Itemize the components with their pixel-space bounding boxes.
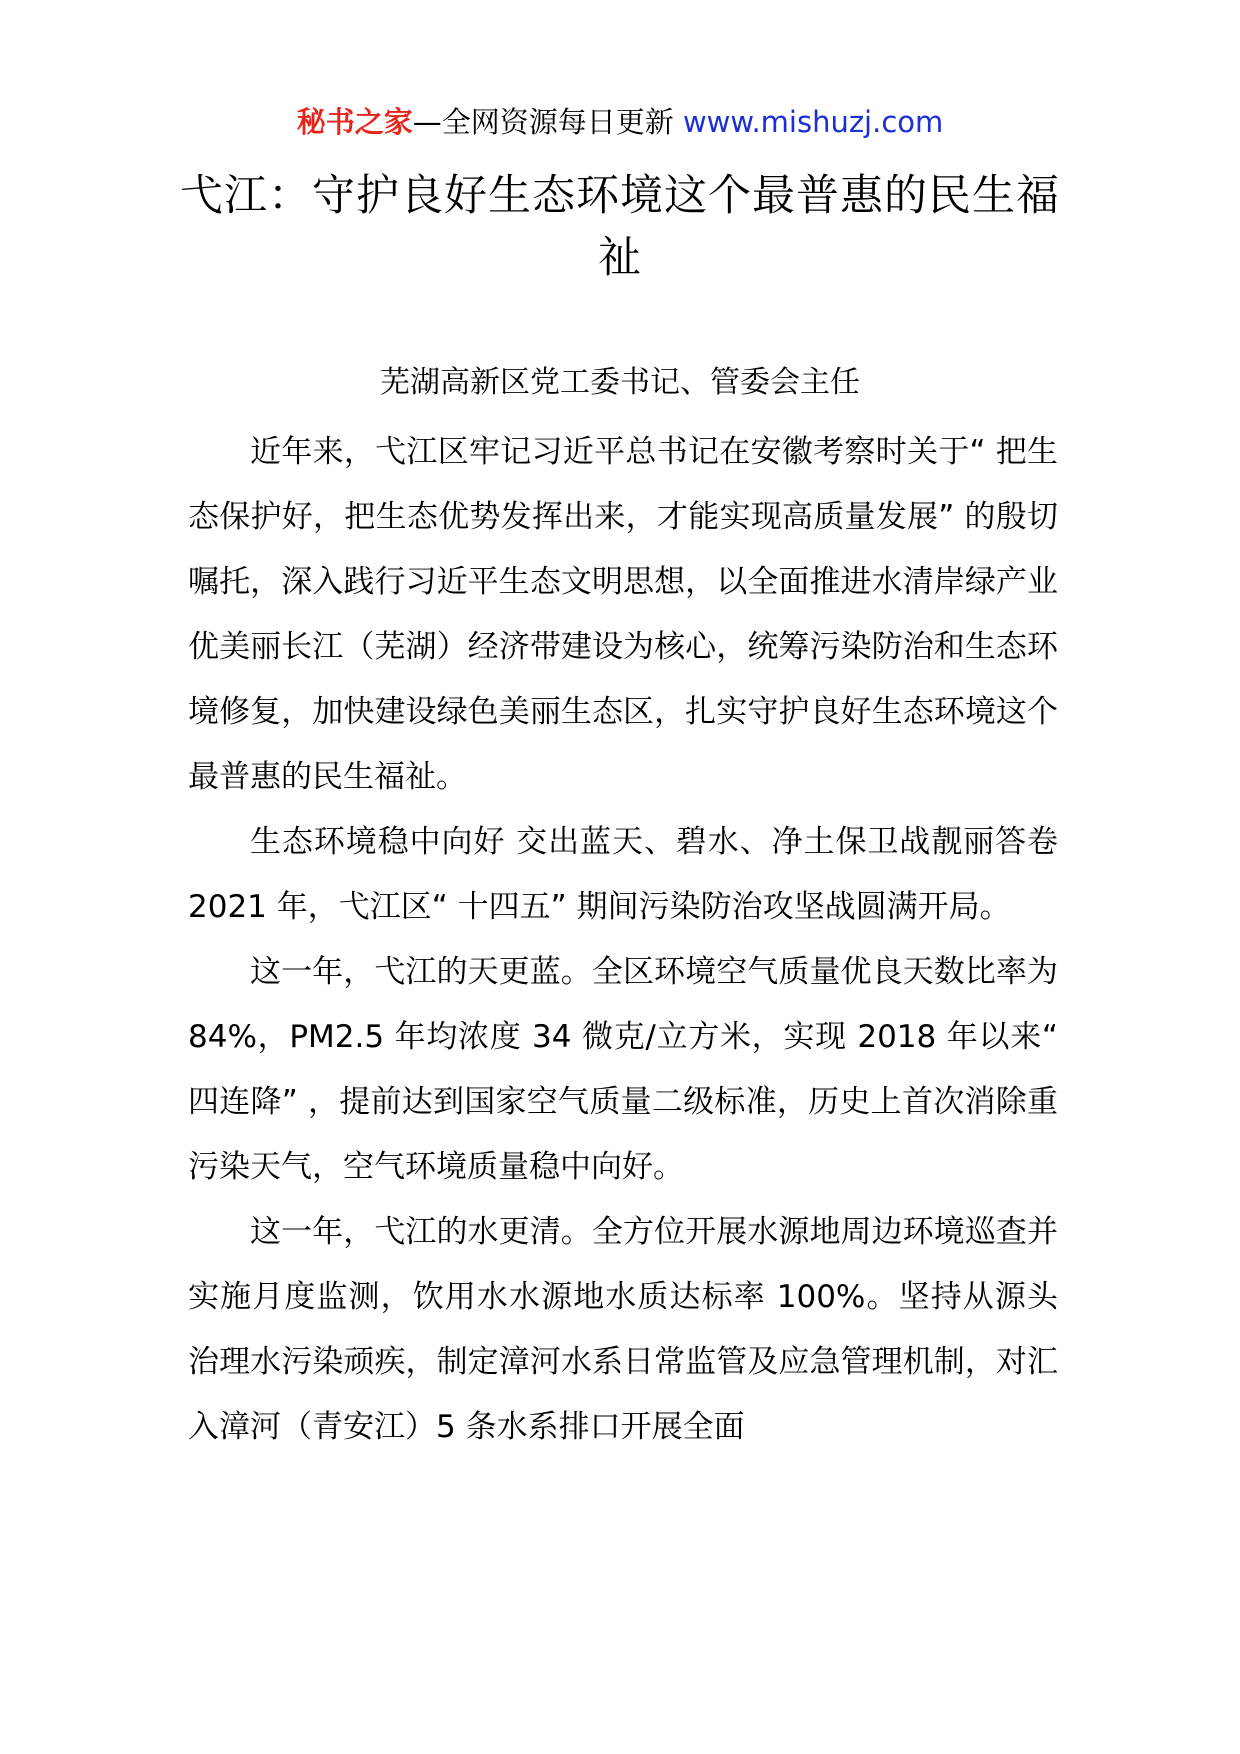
author-line: 芜湖高新区党工委书记、管委会主任 bbox=[380, 365, 860, 400]
brand-name: 秘书之家 bbox=[296, 105, 413, 139]
article-body bbox=[188, 420, 1058, 1460]
paragraph: 生态环境稳中向好 交出蓝天、碧水、净土保卫战靓丽答卷 2021 年，弋江区“ 十四五” 期间污染防治攻坚战圆满开局。 bbox=[188, 824, 1058, 925]
site-header bbox=[0, 102, 1240, 142]
paragraph: 这一年，弋江的天更蓝。全区环境空气质量优良天数比率为 84%，PM2.5 年均浓度 34 微克/立方米，实现 2018 年以来“ 四连降” ，提前达到国家空气质量二级标准，历史上首次消除重污染天气，空气环境质量稳中向好。 bbox=[188, 954, 1058, 1185]
page-title: 弋江：守护良好生态环境这个最普惠的民生福祉 bbox=[180, 171, 1060, 283]
paragraph: 近年来，弋江区牢记习近平总书记在安徽考察时关于“ 把生态保护好，把生态优势发挥出来，才能实现高质量发展” 的殷切嘱托，深入践行习近平生态文明思想，以全面推进水清岸绿产业优美丽长江（芜湖）经济带建设为核心，统筹污染防治和生态环境修复，加快建设绿色美丽生态区，扎实守护良好生态环境这个最普惠的民生福祉。 bbox=[188, 434, 1058, 795]
header-tagline: —全网资源每日更新 bbox=[412, 105, 683, 139]
paragraph: 这一年，弋江的水更清。全方位开展水源地周边环境巡查并实施月度监测，饮用水水源地水质达标率 100%。坚持从源头治理水污染顽疾，制定漳河水系日常监管及应急管理机制，对汇入漳河（青安江）5 条水系排口开展全面 bbox=[188, 1214, 1058, 1445]
site-url-link[interactable]: www.mishuzj.com bbox=[682, 105, 944, 139]
